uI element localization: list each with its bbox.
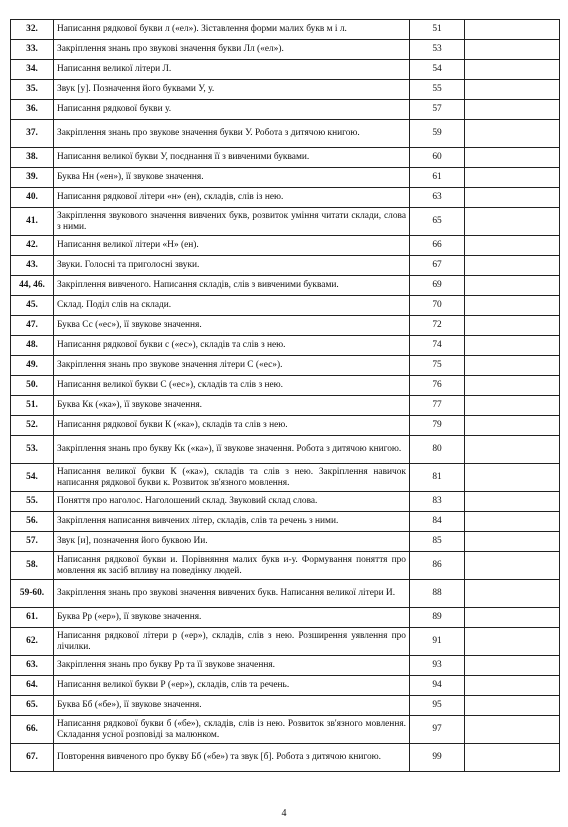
empty-cell (465, 376, 560, 396)
lesson-page: 66 (410, 236, 465, 256)
empty-cell (465, 492, 560, 512)
lesson-number: 35. (11, 80, 54, 100)
lesson-number: 36. (11, 100, 54, 120)
lesson-page: 59 (410, 120, 465, 148)
lesson-number: 61. (11, 608, 54, 628)
lesson-table-body (11, 20, 560, 772)
lesson-number: 47. (11, 316, 54, 336)
lesson-page: 70 (410, 296, 465, 316)
table-row (11, 464, 560, 492)
lesson-topic: Закріплення знань про звукове значення букви У. Робота з дитячою книгою. (54, 120, 410, 148)
lesson-page: 61 (410, 168, 465, 188)
lesson-topic: Буква Кк («ка»), її звукове значення. (54, 396, 410, 416)
lesson-topic: Написання рядкової букви л («ел»). Зіставлення форми малих букв м і л. (54, 20, 410, 40)
table-row (11, 512, 560, 532)
lesson-number: 39. (11, 168, 54, 188)
table-row (11, 676, 560, 696)
table-row (11, 436, 560, 464)
table-row (11, 696, 560, 716)
lesson-topic: Написання великої літери «Н» (ен). (54, 236, 410, 256)
empty-cell (465, 208, 560, 236)
empty-cell (465, 608, 560, 628)
lesson-number: 52. (11, 416, 54, 436)
lesson-number: 65. (11, 696, 54, 716)
empty-cell (465, 676, 560, 696)
empty-cell (465, 276, 560, 296)
lesson-page: 72 (410, 316, 465, 336)
lesson-page: 53 (410, 40, 465, 60)
table-row (11, 120, 560, 148)
lesson-number: 53. (11, 436, 54, 464)
empty-cell (465, 356, 560, 376)
lesson-page: 51 (410, 20, 465, 40)
lesson-topic: Закріплення вивченого. Написання складів, слів з вивченими буквами. (54, 276, 410, 296)
lesson-page: 86 (410, 552, 465, 580)
table-row (11, 416, 560, 436)
lesson-page: 69 (410, 276, 465, 296)
empty-cell (465, 80, 560, 100)
lesson-topic: Буква Бб («бе»), її звукове значення. (54, 696, 410, 716)
lesson-page: 83 (410, 492, 465, 512)
lesson-number: 59-60. (11, 580, 54, 608)
lesson-number: 49. (11, 356, 54, 376)
table-row (11, 236, 560, 256)
lesson-number: 43. (11, 256, 54, 276)
lesson-number: 64. (11, 676, 54, 696)
table-row (11, 80, 560, 100)
lesson-number: 32. (11, 20, 54, 40)
table-row (11, 744, 560, 772)
lesson-number: 41. (11, 208, 54, 236)
lesson-page: 97 (410, 716, 465, 744)
lesson-topic: Буква Рр («ер»), її звукове значення. (54, 608, 410, 628)
table-row (11, 208, 560, 236)
empty-cell (465, 188, 560, 208)
lesson-number: 40. (11, 188, 54, 208)
lesson-number: 58. (11, 552, 54, 580)
lesson-topic: Написання великої букви К («ка»), складів та слів з нею. Закріплення навичок написання рядкової букви к. Розвиток зв'язного мовлення. (54, 464, 410, 492)
lesson-number: 55. (11, 492, 54, 512)
lesson-number: 42. (11, 236, 54, 256)
lesson-page: 57 (410, 100, 465, 120)
lesson-number: 38. (11, 148, 54, 168)
lesson-topic: Поняття про наголос. Наголошений склад. Звуковий склад слова. (54, 492, 410, 512)
lesson-page: 74 (410, 336, 465, 356)
lesson-number: 54. (11, 464, 54, 492)
empty-cell (465, 60, 560, 80)
lesson-topic: Буква Нн («ен»), її звукове значення. (54, 168, 410, 188)
lesson-topic: Закріплення знань про звукові значення вивчених букв. Написання великої літери И. (54, 580, 410, 608)
lesson-topic: Написання великої букви С («ес»), складів та слів з нею. (54, 376, 410, 396)
lesson-page: 95 (410, 696, 465, 716)
table-row (11, 60, 560, 80)
empty-cell (465, 696, 560, 716)
lesson-page: 94 (410, 676, 465, 696)
table-row (11, 100, 560, 120)
empty-cell (465, 316, 560, 336)
table-row (11, 580, 560, 608)
table-row (11, 396, 560, 416)
empty-cell (465, 396, 560, 416)
lesson-topic: Написання рядкової букви К («ка»), складів та слів з нею. (54, 416, 410, 436)
lesson-page: 76 (410, 376, 465, 396)
empty-cell (465, 168, 560, 188)
page-number: 4 (281, 808, 287, 819)
lesson-topic: Звук [у]. Позначення його буквами У, у. (54, 80, 410, 100)
lesson-page: 89 (410, 608, 465, 628)
table-row (11, 532, 560, 552)
lesson-page: 63 (410, 188, 465, 208)
lesson-page: 79 (410, 416, 465, 436)
lesson-number: 56. (11, 512, 54, 532)
lesson-number: 48. (11, 336, 54, 356)
lesson-page: 54 (410, 60, 465, 80)
lesson-topic: Закріплення написання вивчених літер, складів, слів та речень з ними. (54, 512, 410, 532)
lesson-number: 67. (11, 744, 54, 772)
lesson-number: 63. (11, 656, 54, 676)
table-row (11, 276, 560, 296)
table-row (11, 296, 560, 316)
lesson-page: 55 (410, 80, 465, 100)
empty-cell (465, 512, 560, 532)
lesson-topic: Закріплення знань про букву Рр та її звукове значення. (54, 656, 410, 676)
empty-cell (465, 416, 560, 436)
lesson-page: 75 (410, 356, 465, 376)
lesson-topic: Написання рядкової літери р («ер»), складів, слів з нею. Розширення уявлення про лічилки. (54, 628, 410, 656)
table-row (11, 256, 560, 276)
empty-cell (465, 20, 560, 40)
lesson-page: 91 (410, 628, 465, 656)
empty-cell (465, 464, 560, 492)
empty-cell (465, 656, 560, 676)
lesson-topic: Написання рядкової букви и. Порівняння малих букв и-у. Формування поняття про мовлення як засіб впливу на поведінку людей. (54, 552, 410, 580)
empty-cell (465, 256, 560, 276)
empty-cell (465, 120, 560, 148)
lesson-topic: Закріплення знань про звукове значення літери С («ес»). (54, 356, 410, 376)
table-row (11, 356, 560, 376)
empty-cell (465, 236, 560, 256)
table-row (11, 168, 560, 188)
empty-cell (465, 552, 560, 580)
lesson-topic: Написання рядкової літери «н» (ен), складів, слів із нею. (54, 188, 410, 208)
empty-cell (465, 532, 560, 552)
lesson-page: 67 (410, 256, 465, 276)
lesson-topic: Написання великої букви У, поєднання її з вивченими буквами. (54, 148, 410, 168)
lesson-topic: Написання рядкової букви б («бе»), складів, слів із нею. Розвиток зв'язного мовлення. Складання усної розповіді за малюнком. (54, 716, 410, 744)
empty-cell (465, 716, 560, 744)
lesson-topic: Закріплення знань про букву Кк («ка»), її звукове значення. Робота з дитячою книгою. (54, 436, 410, 464)
lesson-topic: Написання великої букви Р («ер»), складів, слів та речень. (54, 676, 410, 696)
lesson-topic: Закріплення знань про звукові значення букви Лл («ел»). (54, 40, 410, 60)
table-row (11, 608, 560, 628)
lesson-topic: Написання рядкової букви с («ес»), складів та слів з нею. (54, 336, 410, 356)
lesson-page: 65 (410, 208, 465, 236)
lesson-page: 99 (410, 744, 465, 772)
lesson-topic: Закріплення звукового значення вивчених букв, розвиток уміння читати склади, слова з ними. (54, 208, 410, 236)
table-row (11, 20, 560, 40)
table-row (11, 188, 560, 208)
empty-cell (465, 148, 560, 168)
table-row (11, 552, 560, 580)
empty-cell (465, 744, 560, 772)
empty-cell (465, 296, 560, 316)
empty-cell (465, 580, 560, 608)
lesson-page: 80 (410, 436, 465, 464)
lesson-number: 34. (11, 60, 54, 80)
lesson-contents-table (10, 19, 560, 772)
lesson-page: 88 (410, 580, 465, 608)
lesson-topic: Буква Сс («ес»), її звукове значення. (54, 316, 410, 336)
lesson-page: 60 (410, 148, 465, 168)
empty-cell (465, 436, 560, 464)
empty-cell (465, 336, 560, 356)
lesson-page: 84 (410, 512, 465, 532)
table-row (11, 316, 560, 336)
lesson-number: 66. (11, 716, 54, 744)
lesson-topic: Звук [и], позначення його буквою Ии. (54, 532, 410, 552)
table-row (11, 336, 560, 356)
lesson-number: 51. (11, 396, 54, 416)
lesson-topic: Звуки. Голосні та приголосні звуки. (54, 256, 410, 276)
lesson-number: 44, 46. (11, 276, 54, 296)
empty-cell (465, 40, 560, 60)
table-row (11, 40, 560, 60)
table-row (11, 148, 560, 168)
lesson-number: 45. (11, 296, 54, 316)
empty-cell (465, 628, 560, 656)
lesson-page: 93 (410, 656, 465, 676)
lesson-topic: Написання великої літери Л. (54, 60, 410, 80)
lesson-page: 77 (410, 396, 465, 416)
lesson-page: 81 (410, 464, 465, 492)
lesson-number: 50. (11, 376, 54, 396)
table-row (11, 716, 560, 744)
lesson-page: 85 (410, 532, 465, 552)
table-row (11, 376, 560, 396)
lesson-number: 37. (11, 120, 54, 148)
table-row (11, 656, 560, 676)
lesson-topic: Написання рядкової букви у. (54, 100, 410, 120)
lesson-number: 57. (11, 532, 54, 552)
empty-cell (465, 100, 560, 120)
lesson-topic: Склад. Поділ слів на склади. (54, 296, 410, 316)
lesson-number: 33. (11, 40, 54, 60)
lesson-topic: Повторення вивченого про букву Бб («бе») та звук [б]. Робота з дитячою книгою. (54, 744, 410, 772)
table-row (11, 492, 560, 512)
lesson-number: 62. (11, 628, 54, 656)
table-row (11, 628, 560, 656)
